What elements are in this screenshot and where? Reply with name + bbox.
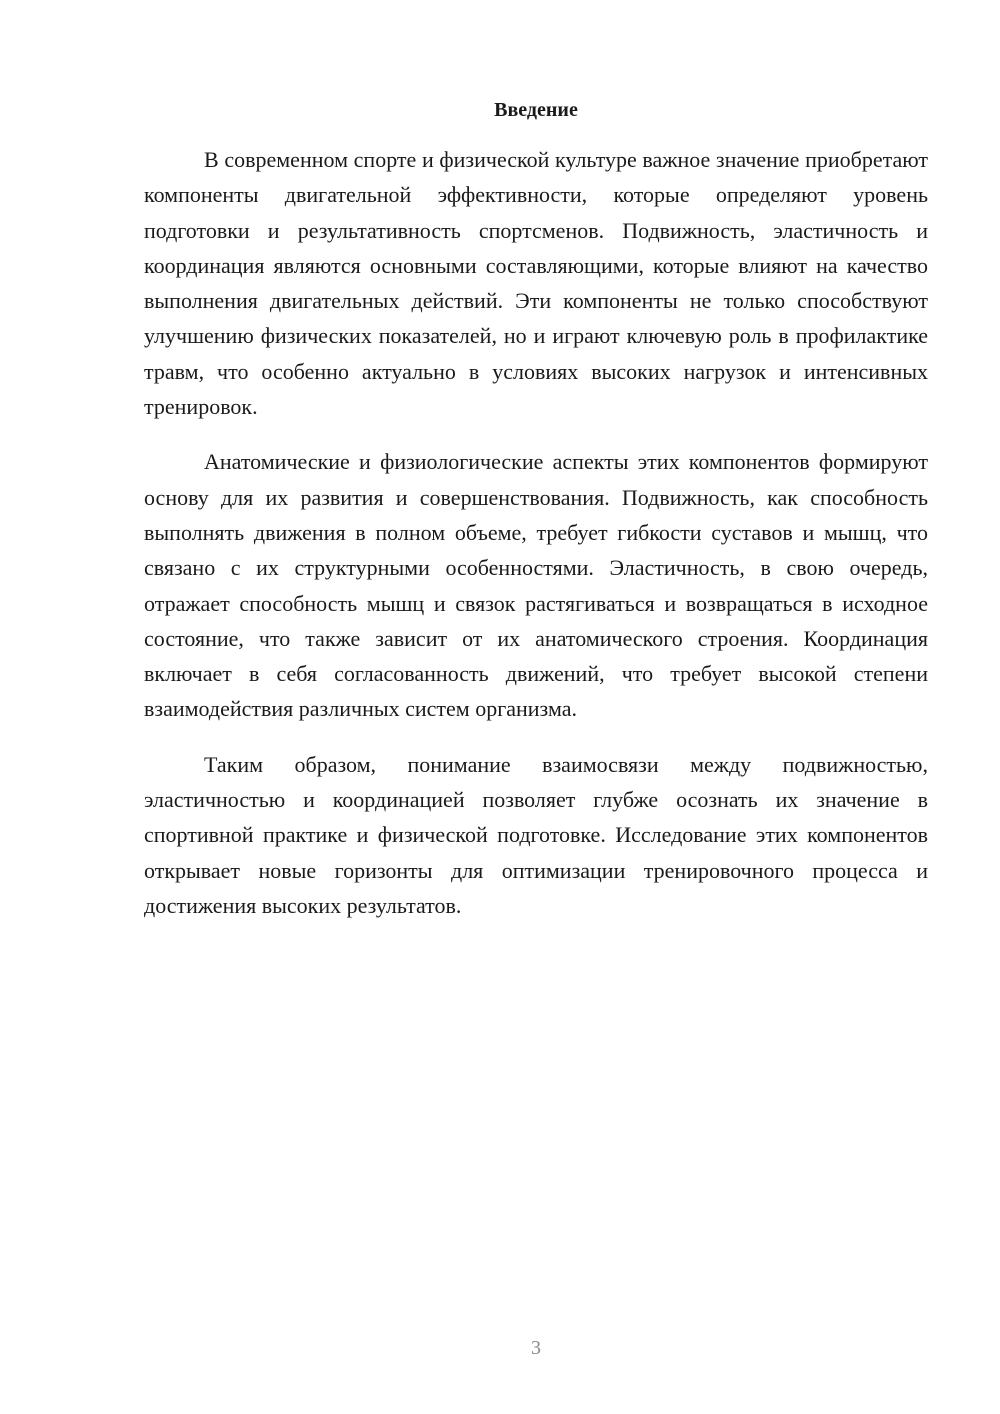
section-heading: Введение xyxy=(494,99,578,121)
paragraph-2: Анатомические и физиологические аспекты этих компонентов формируют основу для их развития и совершенствования. Подвижность, как способность выполнять движения в полном объеме, требует гибкости суставов и мышц, что связано с их структурными особенностями. Эластичность, в свою очередь, отражает способность мышц и связок растягиваться и возвращаться в исходное состояние, что также зависит от их анатомического строения. Координация включает в себя согласованность движений, что требует высокой степени взаимодействия различных систем организма. xyxy=(144,449,928,722)
paragraph-3: Таким образом, понимание взаимосвязи между подвижностью, эластичностью и координацией позволяет глубже осознать их значение в спортивной практике и физической подготовке. Исследование этих компонентов открывает новые горизонты для оптимизации тренировочного процесса и достижения высоких результатов. xyxy=(144,751,928,918)
body-text xyxy=(144,142,928,943)
page-number: 3 xyxy=(531,1337,541,1359)
paragraph-1: В современном спорте и физической культуре важное значение приобретают компоненты двигательной эффективности, которые определяют уровень подготовки и результативность спортсменов. Подвижность, эластичность и координация являются основными составляющими, которые влияют на качество выполнения двигательных действий. Эти компоненты не только способствуют улучшению физических показателей, но и играют ключевую роль в профилактике травм, что особенно актуально в условиях высоких нагрузок и интенсивных тренировок. xyxy=(144,147,928,420)
